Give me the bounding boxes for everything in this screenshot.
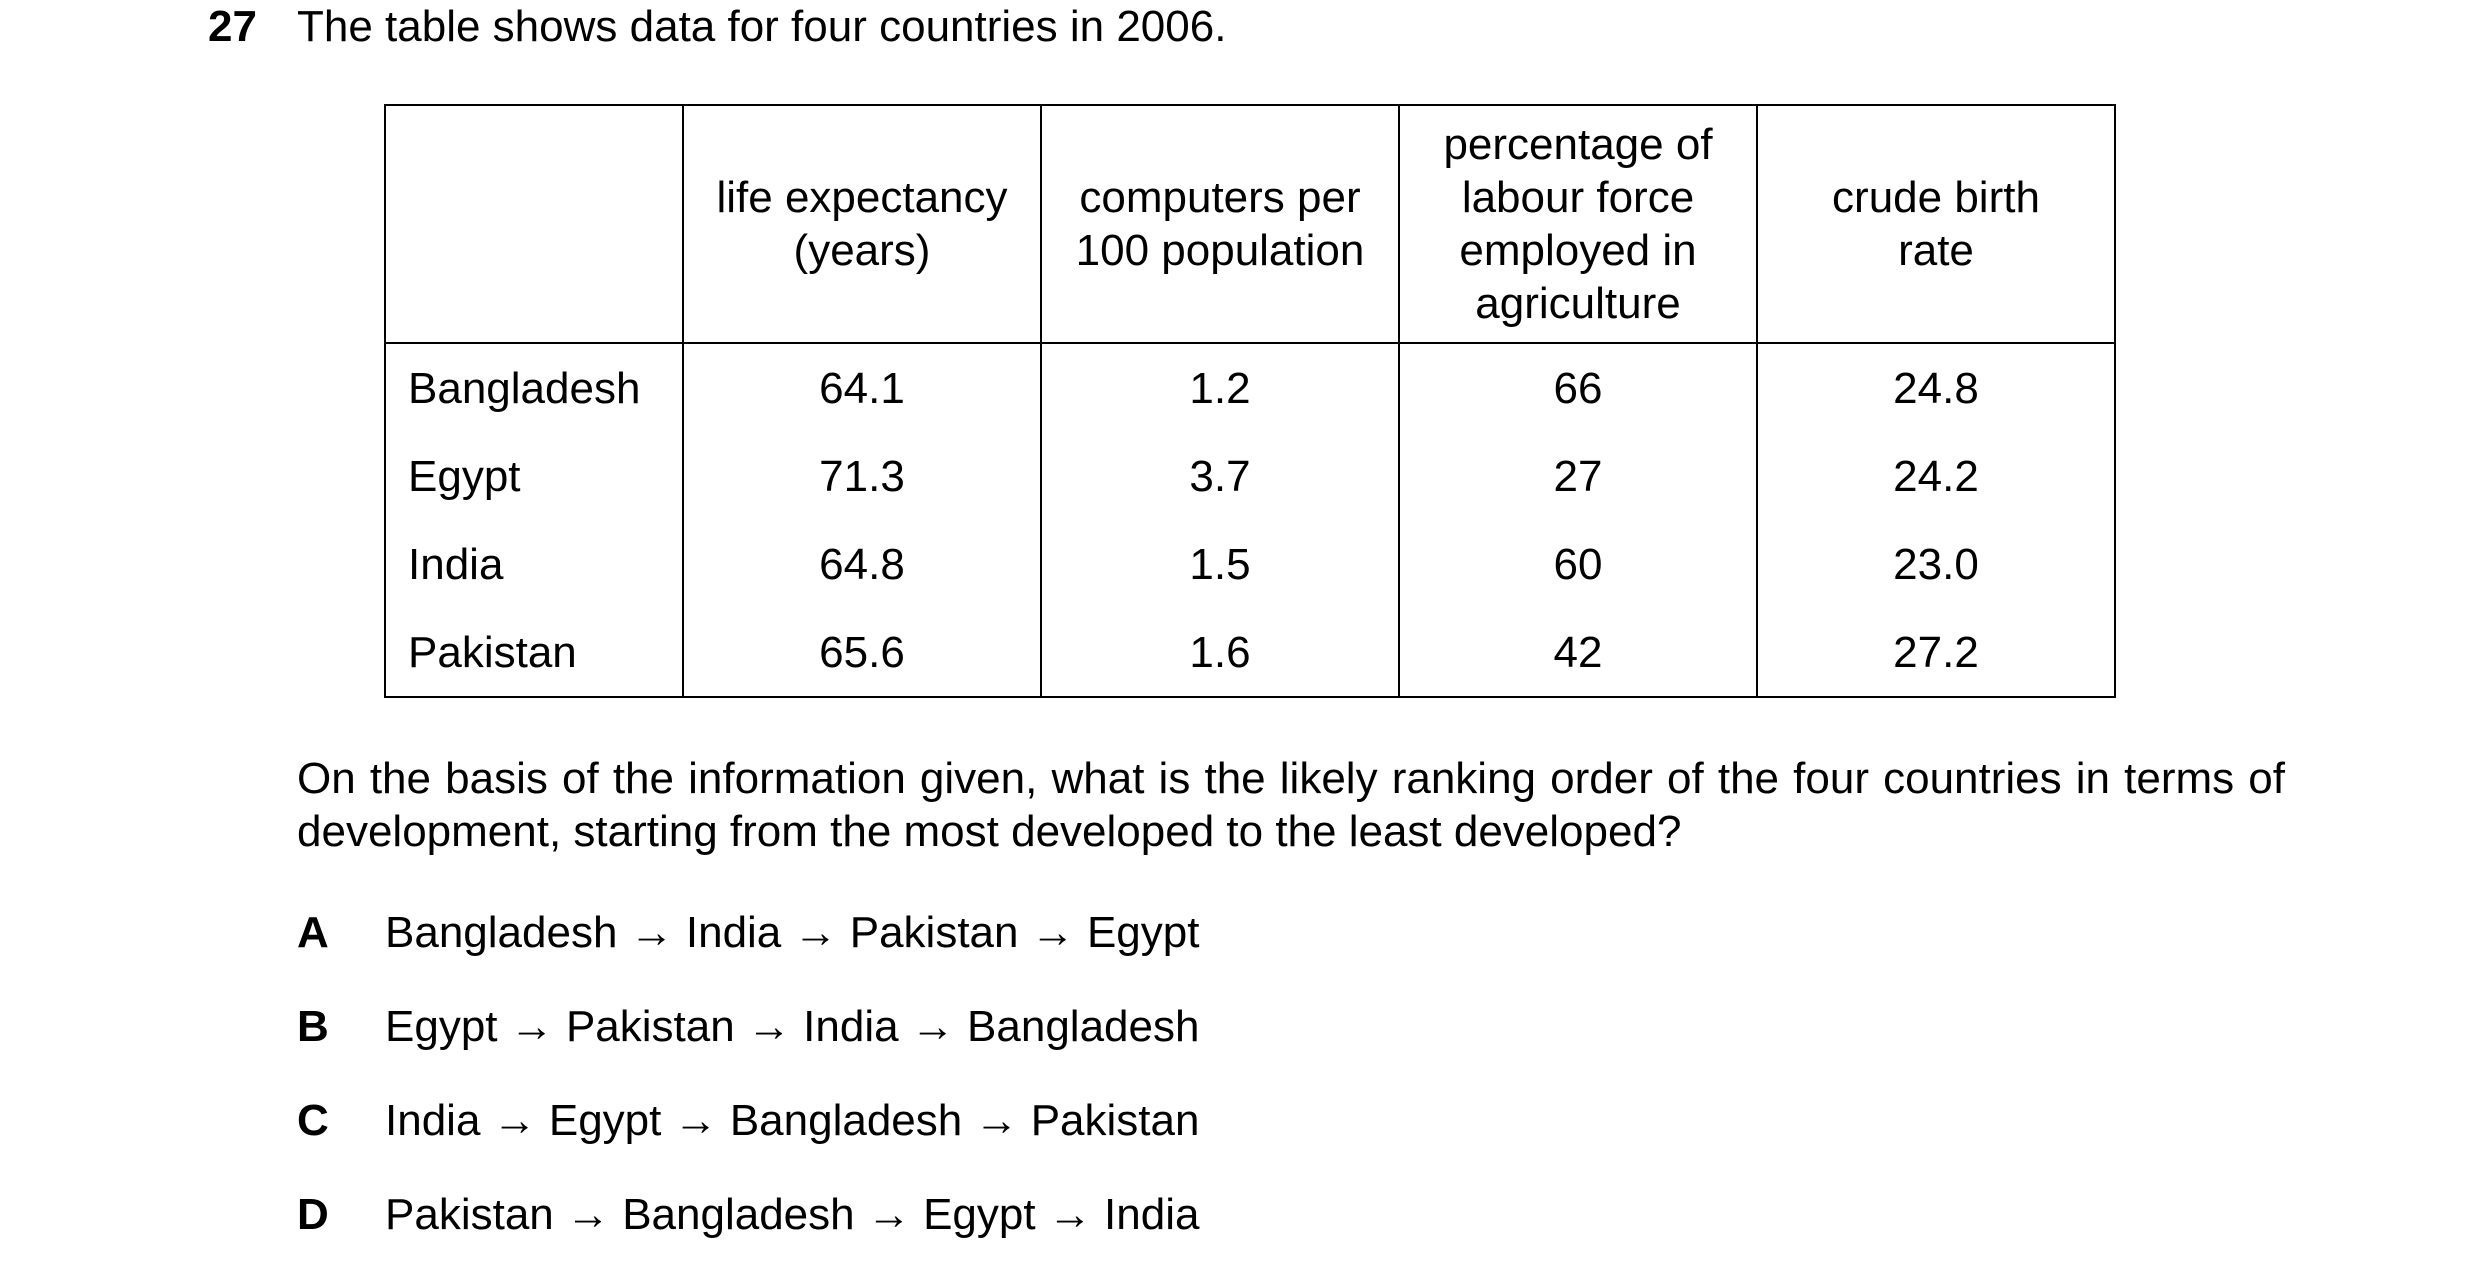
agriculture-cell: 60: [1399, 520, 1757, 608]
option-d[interactable]: [297, 1188, 1199, 1242]
header-line: computers per: [1079, 173, 1361, 222]
option-text: Bangladesh → India → Pakistan → Egypt: [385, 908, 1200, 957]
header-line: employed in: [1459, 226, 1697, 275]
birth-rate-cell: 23.0: [1757, 520, 2115, 608]
question-intro: The table shows data for four countries in 2006.: [297, 2, 1227, 51]
computers-cell: 1.2: [1041, 343, 1399, 432]
header-line: (years): [793, 226, 931, 275]
option-letter: B: [297, 1002, 329, 1051]
country-cell: Bangladesh: [385, 343, 683, 432]
table-row: [385, 343, 2115, 432]
birth-rate-cell: 24.2: [1757, 432, 2115, 520]
computers-cell: 1.5: [1041, 520, 1399, 608]
header-life-expectancy: [683, 105, 1041, 343]
data-table: [384, 104, 2116, 698]
life-expectancy-cell: 64.8: [683, 520, 1041, 608]
agriculture-cell: 66: [1399, 343, 1757, 432]
header-empty-cell: [385, 105, 683, 343]
header-birth-rate: [1757, 105, 2115, 343]
table-row: [385, 520, 2115, 608]
agriculture-cell: 42: [1399, 608, 1757, 697]
option-letter: A: [297, 908, 329, 957]
header-agriculture: [1399, 105, 1757, 343]
computers-cell: 1.6: [1041, 608, 1399, 697]
header-line: life expectancy: [716, 173, 1008, 222]
question-prompt: On the basis of the information given, what is the likely ranking order of the four countries in terms of development, starting from the most developed to the least developed?: [297, 754, 2285, 856]
birth-rate-cell: 27.2: [1757, 608, 2115, 697]
header-line: agriculture: [1475, 279, 1681, 328]
option-b[interactable]: [297, 1000, 1199, 1054]
header-line: crude birth: [1832, 173, 2040, 222]
agriculture-cell: 27: [1399, 432, 1757, 520]
table-row: [385, 432, 2115, 520]
question-number: 27: [208, 2, 257, 51]
option-a[interactable]: [297, 906, 1199, 960]
header-line: percentage of: [1443, 120, 1713, 169]
option-letter: D: [297, 1190, 329, 1239]
header-computers: [1041, 105, 1399, 343]
table-row: [385, 608, 2115, 697]
life-expectancy-cell: 64.1: [683, 343, 1041, 432]
option-text: Pakistan → Bangladesh → Egypt → India: [385, 1190, 1200, 1239]
country-cell: Egypt: [385, 432, 683, 520]
country-cell: India: [385, 520, 683, 608]
life-expectancy-cell: 71.3: [683, 432, 1041, 520]
option-c[interactable]: [297, 1094, 1199, 1148]
computers-cell: 3.7: [1041, 432, 1399, 520]
country-cell: Pakistan: [385, 608, 683, 697]
option-text: India → Egypt → Bangladesh → Pakistan: [385, 1096, 1200, 1145]
table-header-row: [385, 105, 2115, 343]
life-expectancy-cell: 65.6: [683, 608, 1041, 697]
option-text: Egypt → Pakistan → India → Bangladesh: [385, 1002, 1200, 1051]
birth-rate-cell: 24.8: [1757, 343, 2115, 432]
header-line: rate: [1898, 226, 1974, 275]
option-letter: C: [297, 1096, 329, 1145]
header-line: 100 population: [1075, 226, 1365, 275]
header-line: labour force: [1461, 173, 1695, 222]
